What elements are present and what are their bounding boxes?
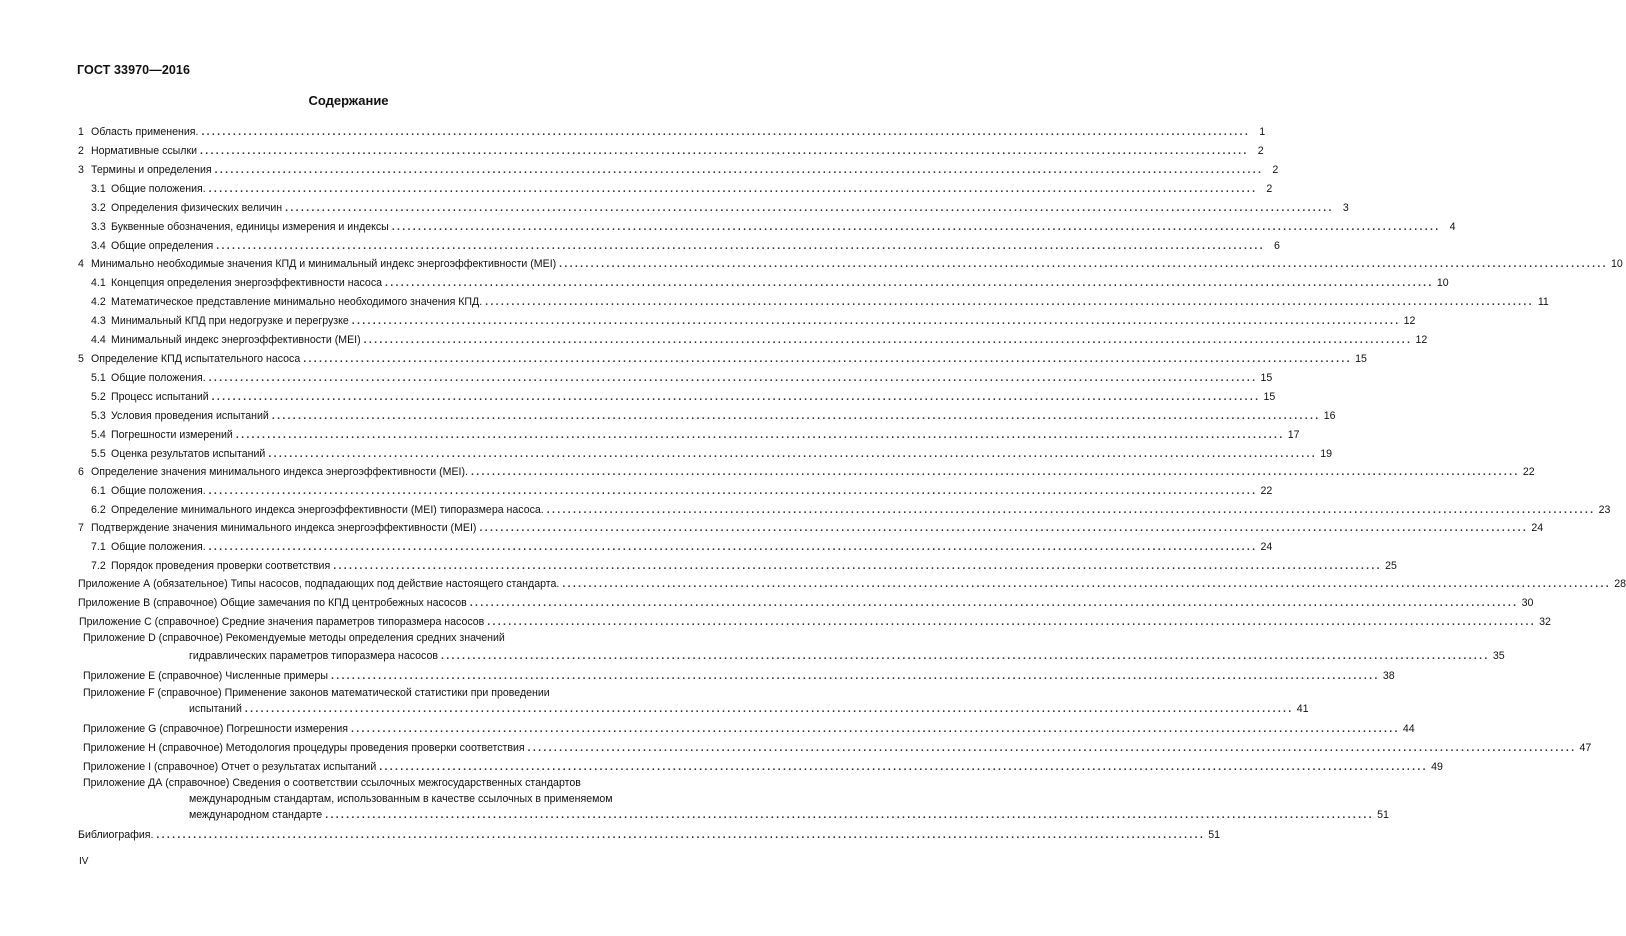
toc-appendix-c[interactable]	[79, 613, 1551, 629]
toc-entry-title: Минимальный КПД при недогрузке и перегрузке	[111, 315, 349, 327]
toc-leader-dots: ........................................................................................................................................................................................................	[200, 145, 1249, 157]
toc-entry-number: 3.3	[91, 221, 106, 233]
toc-leader-dots: ........................................................................................................................................................................................................	[385, 277, 1434, 289]
document-code: ГОСТ 33970—2016	[77, 63, 191, 77]
toc-appendix-g[interactable]	[83, 720, 1415, 736]
toc-entry-4-4[interactable]	[91, 331, 1428, 347]
toc-entry-title: Минимально необходимые значения КПД и минимальный индекс энергоэффективности (MEI)	[91, 258, 557, 270]
toc-entry-page: 24	[1531, 522, 1544, 534]
toc-entry-6-1[interactable]	[91, 482, 1273, 498]
toc-entry-2[interactable]	[78, 142, 1264, 158]
toc-entry-title: Область применения.	[91, 126, 199, 138]
toc-entry-number: 4.2	[91, 296, 106, 308]
toc-leader-dots: ........................................................................................................................................................................................................	[211, 391, 1261, 403]
toc-leader-dots: ........................................................................................................................................................................................................	[268, 448, 1317, 460]
toc-entry-5-4[interactable]	[91, 426, 1300, 442]
toc-leader-dots: ........................................................................................................................................................................................................	[562, 578, 1611, 590]
toc-entry-page: 22	[1522, 466, 1535, 478]
toc-entry-number: 3.1	[91, 183, 106, 195]
toc-entry-title: Определение минимального индекса энергоэффективности (MEI) типоразмера насоса.	[111, 504, 544, 516]
toc-leader-dots: ........................................................................................................................................................................................................	[470, 466, 1520, 478]
toc-entry-page: 28	[1614, 578, 1626, 590]
toc-entry-page: 16	[1323, 410, 1336, 422]
toc-leader-dots: ........................................................................................................................................................................................................	[156, 829, 1206, 841]
toc-entry-page: 38	[1382, 670, 1395, 682]
toc-entry-3-4[interactable]	[91, 237, 1280, 253]
toc-leader-dots: ........................................................................................................................................................................................................	[208, 541, 1258, 553]
toc-entry-5-3[interactable]	[91, 407, 1336, 423]
toc-entry-page: 6	[1274, 240, 1280, 252]
toc-entry-page: 12	[1403, 315, 1416, 327]
toc-entry-title: Определение значения минимального индекса энергоэффективности (MEI).	[91, 466, 468, 478]
toc-entry-title: международном стандарте	[189, 809, 323, 821]
toc-entry-page: 35	[1492, 650, 1505, 662]
toc-entry-title: Общие положения.	[111, 541, 206, 553]
toc-leader-dots: ........................................................................................................................................................................................................	[391, 221, 1441, 233]
toc-entry-number: 7	[78, 522, 84, 534]
toc-entry-number: 6.2	[91, 504, 106, 516]
toc-entry-page: 2	[1272, 164, 1279, 176]
toc-entry-title: Приложение Н (справочное) Методология процедуры проведения проверки соответствия	[83, 742, 525, 754]
toc-entry-number: 5	[78, 353, 84, 365]
toc-entry-title: Приложение G (справочное) Погрешности измерения	[83, 723, 349, 735]
toc-entry-title: Нормативные ссылки	[91, 145, 198, 157]
toc-entry-number: 7.1	[91, 541, 106, 553]
toc-entry-title: Библиография.	[78, 829, 154, 841]
toc-entry-number: 1	[78, 126, 84, 138]
toc-entry-title: гидравлических параметров типоразмера насосов	[189, 650, 438, 662]
toc-entry-5-1[interactable]	[91, 369, 1273, 385]
toc-entry-title: Процесс испытаний	[111, 391, 209, 403]
toc-entry-title: Приложение Е (справочное) Численные примеры	[83, 670, 328, 682]
toc-appendix-da-line1[interactable]: Приложение ДА (справочное) Сведения о соответствии ссылочных межгосударственных стандартов	[83, 777, 581, 789]
toc-entry-title: Приложение А (обязательное) Типы насосов, подпадающих под действие настоящего стандарта.	[78, 578, 560, 590]
toc-leader-dots: ........................................................................................................................................................................................................	[303, 353, 1352, 365]
toc-leader-dots: ........................................................................................................................................................................................................	[330, 670, 1380, 682]
toc-leader-dots: ........................................................................................................................................................................................................	[363, 334, 1413, 346]
toc-entry-6-2[interactable]	[91, 501, 1611, 517]
toc-entry-number: 6	[78, 466, 84, 478]
toc-entry-page: 15	[1355, 353, 1367, 365]
toc-entry-page: 11	[1537, 296, 1549, 308]
toc-entry-title: Математическое представление минимально необходимого значения КПД.	[111, 296, 483, 308]
toc-entry-title: Погрешности измерений	[111, 429, 233, 441]
toc-entry-number: 4.1	[91, 277, 106, 289]
toc-entry-page: 47	[1579, 742, 1592, 754]
toc-entry-page: 17	[1287, 429, 1300, 441]
toc-entry-title: Оценка результатов испытаний	[111, 448, 266, 460]
toc-entry-page: 12	[1415, 334, 1428, 346]
toc-entry-page: 4	[1449, 221, 1456, 233]
toc-entry-number: 5.3	[91, 410, 106, 422]
toc-entry-page: 10	[1611, 258, 1623, 270]
toc-entry-title: Приложение I (справочное) Отчет о результатах испытаний	[83, 761, 377, 773]
toc-entry-number: 2	[78, 145, 84, 157]
toc-entry-page: 30	[1521, 597, 1534, 609]
toc-leader-dots: ........................................................................................................................................................................................................	[479, 522, 1529, 534]
page-number: IV	[79, 856, 89, 867]
toc-appendix-b[interactable]	[78, 594, 1534, 610]
toc-entry-title: Приложение В (справочное) Общие замечания по КПД центробежных насосов	[78, 597, 467, 609]
toc-leader-dots: ........................................................................................................................................................................................................	[325, 809, 1374, 821]
toc-entry-page: 15	[1260, 372, 1273, 384]
toc-entry-title: Определения физических величин	[111, 202, 283, 214]
toc-entry-page: 51	[1208, 829, 1221, 841]
toc-entry-title: Общие определения	[111, 240, 214, 252]
toc-leader-dots: ........................................................................................................................................................................................................	[208, 485, 1258, 497]
toc-entry-page: 19	[1320, 448, 1332, 460]
toc-entry-page: 32	[1539, 616, 1551, 628]
toc-leader-dots: ........................................................................................................................................................................................................	[559, 258, 1608, 270]
toc-entry-page: 2	[1266, 183, 1273, 195]
toc-entry-page: 3	[1342, 202, 1349, 214]
toc-entry-page: 41	[1296, 703, 1309, 715]
toc-entry-number: 5.1	[91, 372, 106, 384]
toc-entry-7-2[interactable]	[91, 557, 1397, 573]
toc-leader-dots: ........................................................................................................................................................................................................	[271, 410, 1321, 422]
toc-entry-page: 44	[1402, 723, 1415, 735]
toc-appendix-i[interactable]	[83, 758, 1443, 774]
toc-title-text: Содержание	[308, 93, 389, 108]
toc-entry-number: 3.4	[91, 240, 106, 252]
toc-entry-page: 2	[1257, 145, 1264, 157]
toc-entry-5[interactable]	[78, 350, 1367, 366]
toc-entry-6[interactable]	[78, 463, 1535, 479]
toc-entry-title: Буквенные обозначения, единицы измерения и индексы	[111, 221, 389, 233]
toc-entry-7-1[interactable]	[91, 538, 1273, 554]
toc-entry-4-3[interactable]	[91, 312, 1416, 328]
toc-leader-dots: ........................................................................................................................................................................................................	[201, 126, 1251, 138]
toc-entry-title: Приложение С (справочное) Средние значения параметров типоразмера насосов	[79, 616, 485, 628]
toc-leader-dots: ........................................................................................................................................................................................................	[527, 742, 1577, 754]
toc-entry-page: 49	[1431, 761, 1443, 773]
toc-entry-title: Определение КПД испытательного насоса	[91, 353, 301, 365]
toc-entry-title: испытаний	[189, 703, 242, 715]
toc-entry-4-1[interactable]	[91, 274, 1449, 290]
toc-entry-title: Общие положения.	[111, 372, 206, 384]
toc-leader-dots: ........................................................................................................................................................................................................	[333, 560, 1382, 572]
toc-entry-5-5[interactable]	[91, 445, 1332, 461]
toc-entry-number: 5.5	[91, 448, 106, 460]
toc-entry-number: 3	[78, 164, 84, 176]
toc-entry-page: 1	[1259, 126, 1266, 138]
toc-entry-title: Термины и определения	[91, 164, 212, 176]
toc-entry-title: Порядок проведения проверки соответствия	[111, 560, 331, 572]
toc-entry-3-1[interactable]	[91, 180, 1273, 196]
toc-entry-page: 23	[1598, 504, 1611, 516]
toc-appendix-d[interactable]	[189, 647, 1505, 663]
toc-entry-3[interactable]	[78, 161, 1279, 177]
toc-bibliography[interactable]	[78, 826, 1221, 842]
toc-entry-5-2[interactable]	[91, 388, 1276, 404]
toc-entry-page: 24	[1260, 541, 1273, 553]
toc-entry-number: 7.2	[91, 560, 106, 572]
toc-entry-title: Общие положения.	[111, 485, 206, 497]
toc-entry-4-2[interactable]	[91, 293, 1549, 309]
toc-leader-dots: ........................................................................................................................................................................................................	[285, 202, 1334, 214]
toc-entry-4[interactable]	[78, 255, 1623, 271]
toc-appendix-da[interactable]	[189, 806, 1389, 822]
toc-leader-dots: ........................................................................................................................................................................................................	[216, 240, 1265, 252]
toc-appendix-f-line1[interactable]: Приложение F (справочное) Применение законов математической статистики при проведении	[83, 687, 550, 699]
toc-entry-3-3[interactable]	[91, 218, 1456, 234]
toc-appendix-e[interactable]	[83, 667, 1395, 683]
toc-entry-title: Подтверждение значения минимального индекса энергоэффективности (MEI)	[91, 522, 477, 534]
toc-entry-title: Общие положения.	[111, 183, 206, 195]
toc-leader-dots: ........................................................................................................................................................................................................	[351, 315, 1401, 327]
toc-entry-number: 4.3	[91, 315, 106, 327]
toc-entry-title: Концепция определения энергоэффективности насоса	[111, 277, 383, 289]
toc-leader-dots: ........................................................................................................................................................................................................	[235, 429, 1285, 441]
toc-entry-title: Минимальный индекс энергоэффективности (MEI)	[111, 334, 361, 346]
toc-leader-dots: ........................................................................................................................................................................................................	[379, 761, 1428, 773]
toc-appendix-f[interactable]	[189, 700, 1309, 716]
toc-title	[0, 93, 661, 108]
toc-appendix-da-line2[interactable]: международным стандартам, использованным в качестве ссылочных в применяемом	[189, 793, 613, 805]
toc-entry-number: 4	[78, 258, 84, 270]
toc-leader-dots: ........................................................................................................................................................................................................	[351, 723, 1400, 735]
toc-entry-page: 22	[1260, 485, 1273, 497]
toc-leader-dots: ........................................................................................................................................................................................................	[214, 164, 1264, 176]
toc-entry-title: Условия проведения испытаний	[111, 410, 269, 422]
toc-leader-dots: ........................................................................................................................................................................................................	[244, 703, 1294, 715]
toc-appendix-a[interactable]	[78, 575, 1626, 591]
toc-leader-dots: ........................................................................................................................................................................................................	[440, 650, 1490, 662]
toc-leader-dots: ........................................................................................................................................................................................................	[546, 504, 1596, 516]
toc-entry-number: 5.4	[91, 429, 106, 441]
toc-leader-dots: ........................................................................................................................................................................................................	[208, 372, 1258, 384]
toc-entry-page: 15	[1263, 391, 1276, 403]
toc-entry-7[interactable]	[78, 519, 1544, 535]
toc-entry-page: 51	[1377, 809, 1389, 821]
toc-entry-number: 5.2	[91, 391, 106, 403]
toc-leader-dots: ........................................................................................................................................................................................................	[208, 183, 1258, 195]
toc-leader-dots: ........................................................................................................................................................................................................	[487, 616, 1536, 628]
toc-entry-page: 25	[1385, 560, 1397, 572]
toc-entry-number: 3.2	[91, 202, 106, 214]
toc-appendix-h[interactable]	[83, 739, 1592, 755]
toc-entry-number: 4.4	[91, 334, 106, 346]
toc-entry-3-2[interactable]	[91, 199, 1349, 215]
toc-entry-1[interactable]	[78, 123, 1266, 139]
toc-appendix-d-line1[interactable]: Приложение D (справочное) Рекомендуемые методы определения средних значений	[83, 632, 505, 644]
toc-entry-number: 6.1	[91, 485, 106, 497]
toc-leader-dots: ........................................................................................................................................................................................................	[469, 597, 1519, 609]
toc-entry-page: 10	[1436, 277, 1449, 289]
toc-leader-dots: ........................................................................................................................................................................................................	[485, 296, 1534, 308]
